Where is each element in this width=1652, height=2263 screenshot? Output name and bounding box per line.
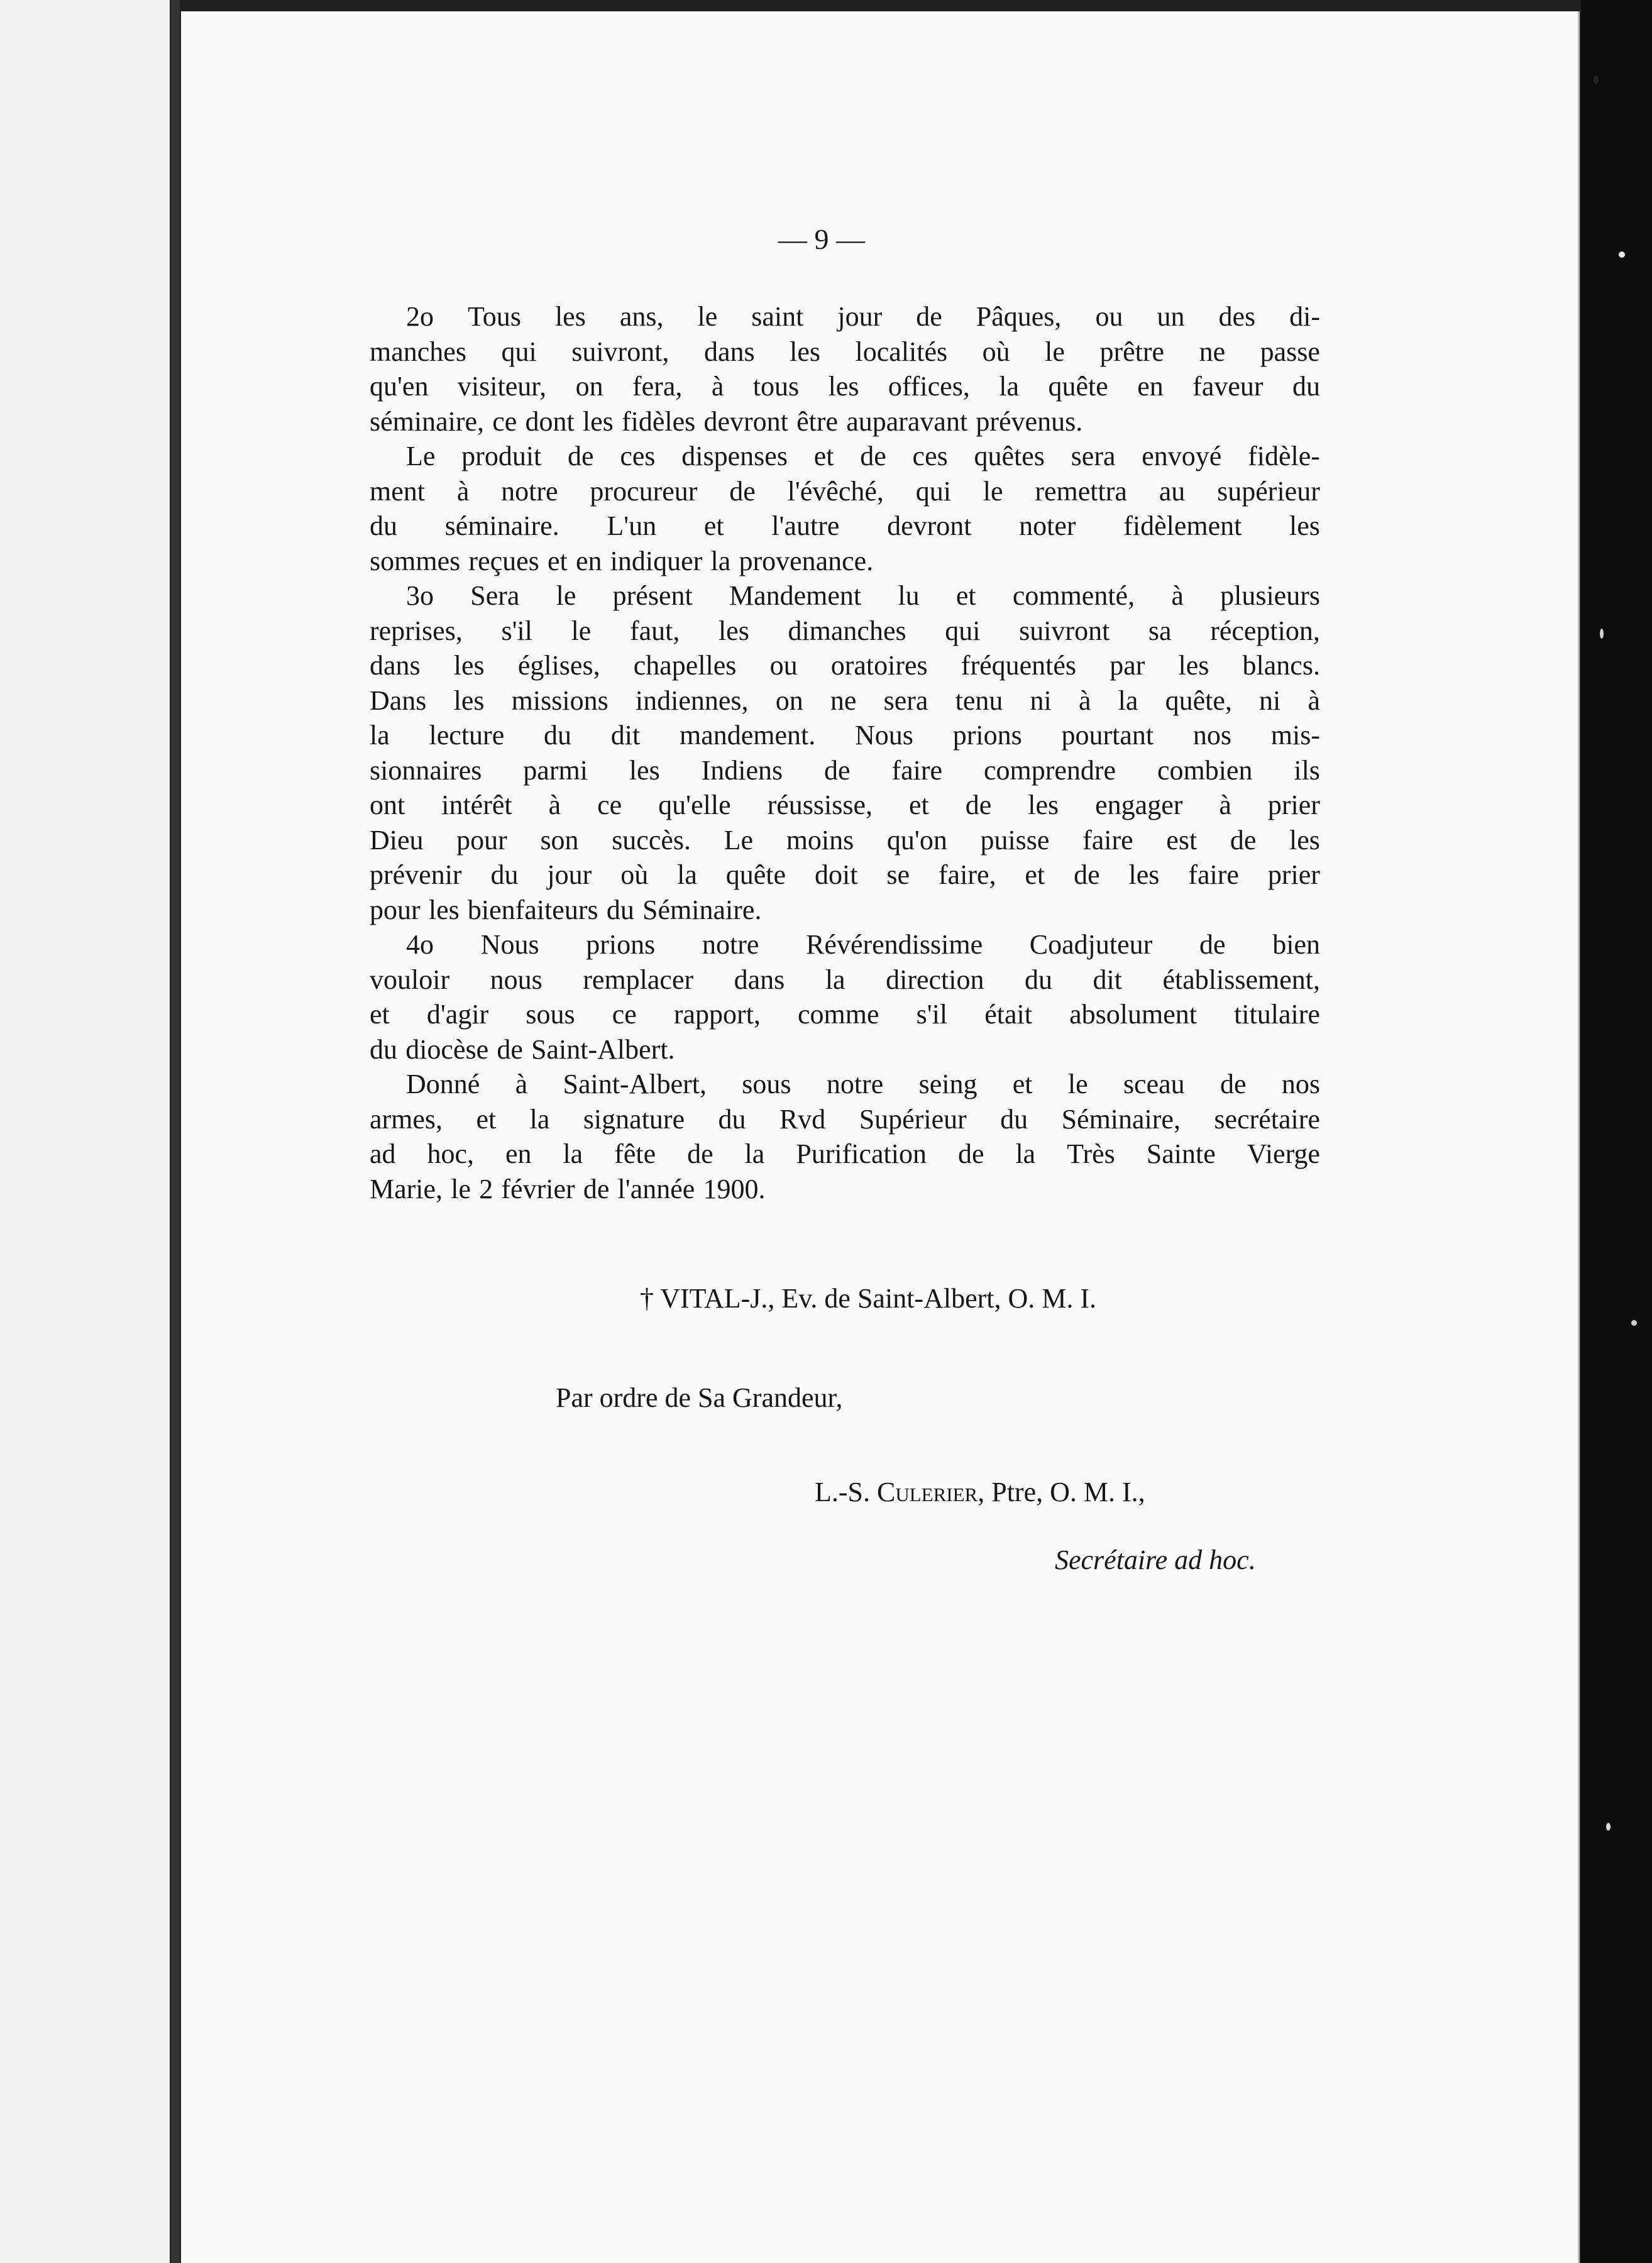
text-line: ment à notre procureur de l'évêché, qui le remettra au supérieur: [370, 475, 1320, 507]
text-line: vouloir nous remplacer dans la direction du dit établissement,: [370, 964, 1320, 995]
secretary-suffix: , Ptre, O. M. I.,: [977, 1477, 1145, 1507]
secretary-surname: Culerier: [877, 1477, 978, 1507]
text-line: Dieu pour son succès. Le moins qu'on puisse faire est de les: [370, 824, 1320, 856]
order-line: Par ordre de Sa Grandeur,: [556, 1382, 843, 1413]
text-line: sommes reçues et en indiquer la provenance.: [370, 545, 874, 576]
bishop-signature: † VITAL-J., Ev. de Saint-Albert, O. M. I.: [640, 1283, 1097, 1314]
text-line: 3o Sera le présent Mandement lu et commenté, à plusieurs: [406, 580, 1320, 611]
text-line: la lecture du dit mandement. Nous prions pourtant nos mis-: [370, 720, 1320, 751]
left-margin-strip: [0, 0, 170, 2263]
scanner-background: [1581, 0, 1652, 2263]
secretary-initials: L.-S.: [815, 1477, 870, 1507]
scan-speck: [1619, 251, 1625, 258]
secretary-title: Secrétaire ad hoc.: [1055, 1544, 1256, 1575]
text-line: ont intérêt à ce qu'elle réussisse, et de les engager à prier: [370, 790, 1320, 820]
text-line: Dans les missions indiennes, on ne sera tenu ni à la quête, ni à: [370, 685, 1320, 716]
text-line: prévenir du jour où la quête doit se faire, et de les faire prier: [370, 859, 1320, 890]
text-line: reprises, s'il le faut, les dimanches qui suivront sa réception,: [370, 615, 1320, 646]
page-number: — 9 —: [778, 223, 865, 255]
text-line: sionnaires parmi les Indiens de faire comprendre combien ils: [370, 754, 1320, 786]
text-line: Donné à Saint-Albert, sous notre seing et le sceau de nos: [406, 1069, 1320, 1099]
text-line: et d'agir sous ce rapport, comme s'il était absolument titulaire: [370, 999, 1320, 1030]
document-page: [181, 11, 1580, 2263]
text-line: armes, et la signature du Rvd Supérieur du Séminaire, secrétaire: [370, 1103, 1320, 1135]
body-text: [370, 299, 1320, 1206]
text-line: du diocèse de Saint-Albert.: [370, 1033, 675, 1065]
scan-speck: [1600, 629, 1604, 639]
text-line: 4o Nous prions notre Révérendissime Coadjuteur de bien: [406, 929, 1320, 960]
text-line: du séminaire. L'un et l'autre devront noter fidèlement les: [370, 510, 1320, 541]
text-line: pour les bienfaiteurs du Séminaire.: [370, 894, 762, 925]
text-line: qu'en visiteur, on fera, à tous les offices, la quête en faveur du: [370, 371, 1320, 402]
scan-speck: [1606, 1823, 1611, 1831]
secretary-name: [815, 1476, 1145, 1508]
binding-gutter: [171, 0, 180, 2263]
text-line: ad hoc, en la fête de la Purification de la Très Sainte Vierge: [370, 1138, 1320, 1169]
text-line: manches qui suivront, dans les localités où le prêtre ne passe: [370, 336, 1320, 367]
text-line: Le produit de ces dispenses et de ces quêtes sera envoyé fidèle-: [406, 441, 1320, 471]
text-line: Marie, le 2 février de l'année 1900.: [370, 1173, 766, 1204]
scan-speck: [1631, 1320, 1637, 1326]
text-line: dans les églises, chapelles ou oratoires fréquentés par les blancs.: [370, 650, 1320, 681]
text-line: 2o Tous les ans, le saint jour de Pâques, ou un des di-: [406, 301, 1320, 332]
scan-speck: [1594, 75, 1599, 84]
text-line: séminaire, ce dont les fidèles devront être auparavant prévenus.: [370, 405, 1083, 437]
